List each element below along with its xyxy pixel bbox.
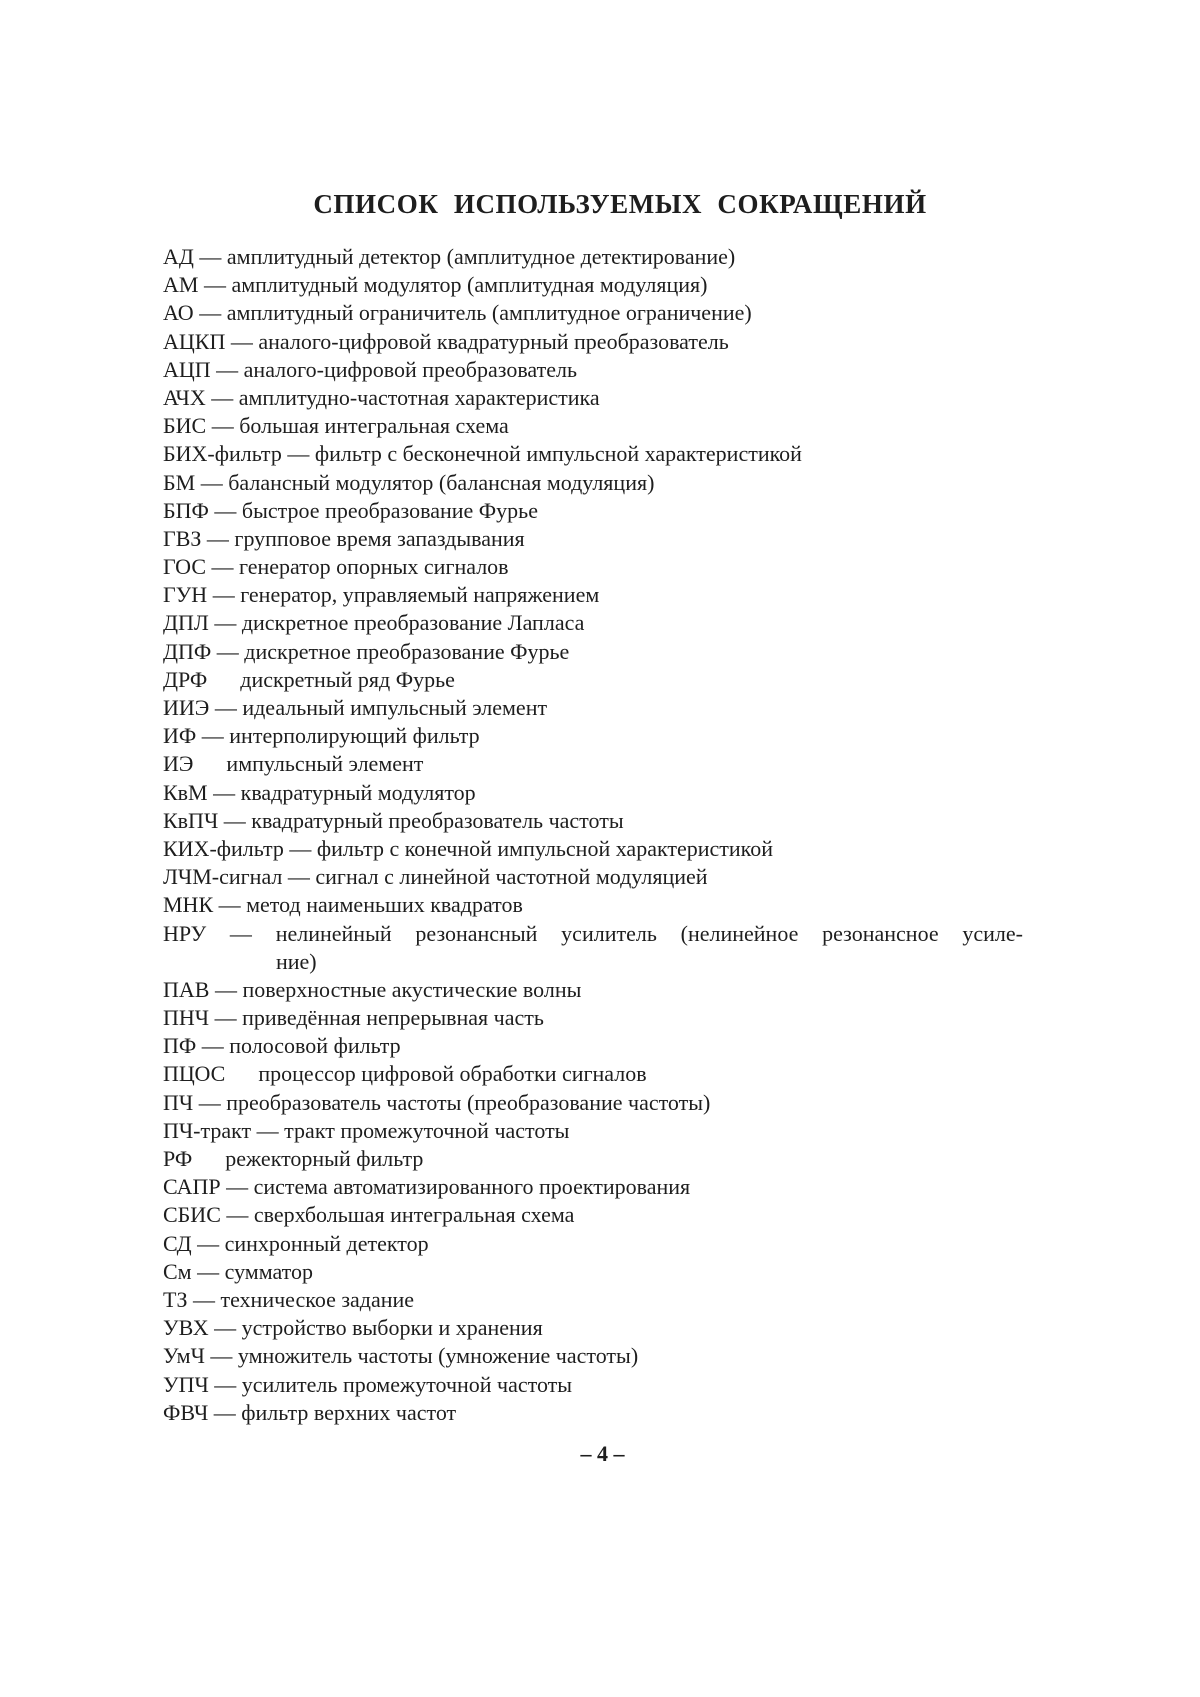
page-number: – 4 – bbox=[580, 1441, 625, 1466]
abbreviation-separator: — bbox=[209, 976, 243, 1002]
list-item bbox=[163, 609, 1023, 637]
abbreviation-separator: — bbox=[281, 441, 315, 467]
abbreviation-separator: — bbox=[210, 356, 244, 382]
abbreviation-separator: — bbox=[225, 328, 259, 354]
abbreviation-definition: аналого-цифровой квадратурный преобразователь bbox=[258, 328, 729, 354]
abbreviation-separator: — bbox=[208, 497, 242, 523]
abbreviation-definition: фильтр верхних частот bbox=[241, 1399, 457, 1425]
list-item bbox=[163, 581, 1023, 609]
abbreviation-separator bbox=[192, 1146, 225, 1171]
abbreviation-separator: — bbox=[211, 638, 245, 664]
abbreviation-definition: метод наименьших квадратов bbox=[246, 892, 523, 918]
abbreviation-separator bbox=[193, 751, 226, 776]
abbreviation-definition: амплитудный модулятор (амплитудная модуляция) bbox=[231, 272, 708, 298]
abbreviation-term: АД bbox=[163, 244, 194, 269]
abbreviation-term: УмЧ bbox=[163, 1343, 205, 1369]
abbreviation-separator: — bbox=[218, 807, 252, 833]
abbreviation-separator: — bbox=[208, 1399, 242, 1425]
abbreviation-definition: амплитудно-частотная характеристика bbox=[238, 384, 600, 410]
abbreviation-term: БИХ-фильтр bbox=[163, 441, 282, 467]
abbreviation-separator: — bbox=[207, 582, 241, 608]
list-item bbox=[163, 1060, 1023, 1088]
list-item bbox=[163, 1032, 1023, 1060]
abbreviation-definition: фильтр с конечной импульсной характеристикой bbox=[316, 835, 774, 861]
abbreviation-definition: система автоматизированного проектирования bbox=[253, 1174, 691, 1200]
list-item bbox=[163, 1201, 1023, 1229]
abbreviation-separator bbox=[207, 667, 240, 692]
list-item bbox=[163, 243, 1023, 271]
abbreviation-term: ГУН bbox=[163, 582, 208, 608]
abbreviation-definition: сумматор bbox=[224, 1258, 314, 1284]
abbreviation-term: СБИС bbox=[163, 1202, 221, 1228]
abbreviation-definition: квадратурный преобразователь частоты bbox=[251, 807, 624, 833]
abbreviation-definition: техническое задание bbox=[220, 1286, 415, 1312]
abbreviation-separator: — bbox=[206, 920, 276, 946]
list-item bbox=[163, 412, 1023, 440]
abbreviation-term: ПЦОС bbox=[163, 1061, 226, 1087]
abbreviation-definition: генератор опорных сигналов bbox=[239, 554, 509, 580]
abbreviation-separator: — bbox=[208, 1315, 242, 1341]
abbreviation-definition: полосовой фильтр bbox=[229, 1033, 401, 1059]
list-item bbox=[163, 694, 1023, 722]
abbreviation-term: АЦКП bbox=[163, 328, 226, 354]
abbreviation-definition: поверхностные акустические волны bbox=[242, 976, 582, 1002]
list-item bbox=[163, 976, 1023, 1004]
abbreviation-separator: — bbox=[204, 1343, 238, 1369]
abbreviation-term: ИФ bbox=[163, 723, 197, 749]
list-item bbox=[163, 1286, 1023, 1314]
abbreviation-term: МНК bbox=[163, 892, 214, 918]
abbreviation-term: КвМ bbox=[163, 779, 208, 805]
abbreviation-separator: — bbox=[206, 554, 240, 580]
list-item bbox=[163, 1258, 1023, 1286]
abbreviation-definition: дискретное преобразование Лапласа bbox=[241, 610, 585, 636]
list-item bbox=[163, 1314, 1023, 1342]
abbreviation-separator: — bbox=[191, 1230, 225, 1256]
abbreviation-definition: квадратурный модулятор bbox=[240, 779, 476, 805]
abbreviation-definition: быстрое преобразование Фурье bbox=[241, 497, 538, 523]
abbreviation-definition: усилитель промежуточной частоты bbox=[241, 1371, 573, 1397]
abbreviation-separator: — bbox=[198, 272, 232, 298]
list-item bbox=[163, 553, 1023, 581]
abbreviation-term: См bbox=[163, 1258, 192, 1284]
abbreviation-term: КвПЧ bbox=[163, 807, 219, 833]
abbreviation-term: ПФ bbox=[163, 1033, 197, 1059]
abbreviation-definition: сверхбольшая интегральная схема bbox=[253, 1202, 575, 1228]
abbreviation-separator: — bbox=[206, 413, 240, 439]
abbreviation-term: ГОС bbox=[163, 554, 207, 580]
abbreviation-separator: — bbox=[196, 723, 230, 749]
abbreviation-definition: импульсный элемент bbox=[226, 751, 424, 777]
abbreviation-term: ПЧ bbox=[163, 1089, 194, 1115]
abbreviation-definition: интерполирующий фильтр bbox=[229, 723, 480, 749]
list-item bbox=[163, 1371, 1023, 1399]
list-item bbox=[163, 1004, 1023, 1032]
abbreviation-term: ИИЭ bbox=[163, 695, 210, 720]
list-item bbox=[163, 1089, 1023, 1117]
abbreviation-term: БМ bbox=[163, 469, 196, 495]
abbreviation-definition: балансный модулятор (балансная модуляция) bbox=[228, 469, 655, 495]
abbreviation-separator: — bbox=[220, 1202, 254, 1228]
abbreviation-definition: тракт промежуточной частоты bbox=[284, 1117, 570, 1143]
list-item bbox=[163, 779, 1023, 807]
list-item bbox=[163, 863, 1023, 891]
abbreviation-term: СД bbox=[163, 1230, 192, 1256]
list-item bbox=[163, 469, 1023, 497]
abbreviation-term: БПФ bbox=[163, 497, 209, 523]
abbreviation-definition: нелинейный резонансный усилитель (нелинейное резонансное усиле- bbox=[275, 920, 1023, 946]
abbreviation-term: ФВЧ bbox=[163, 1399, 209, 1425]
abbreviation-separator: — bbox=[205, 384, 239, 410]
abbreviation-definition: дискретное преобразование Фурье bbox=[244, 638, 570, 664]
abbreviation-definition: умножитель частоты (умножение частоты) bbox=[237, 1343, 639, 1369]
list-item bbox=[163, 891, 1023, 919]
abbreviation-term: РФ bbox=[163, 1146, 193, 1172]
abbreviation-term: ИЭ bbox=[163, 751, 194, 777]
list-item bbox=[163, 328, 1023, 356]
abbreviation-separator: — bbox=[191, 1258, 225, 1284]
list-item bbox=[163, 1399, 1023, 1427]
list-item bbox=[163, 384, 1023, 412]
list-item bbox=[163, 1173, 1023, 1201]
list-item bbox=[163, 1117, 1023, 1145]
abbreviation-definition: дискретный ряд Фурье bbox=[240, 666, 455, 692]
abbreviation-definition: процессор цифровой обработки сигналов bbox=[258, 1061, 647, 1087]
list-item bbox=[163, 666, 1023, 694]
abbreviation-definition: приведённая непрерывная часть bbox=[242, 1005, 544, 1031]
abbreviation-separator: — bbox=[193, 244, 227, 269]
abbreviation-term: ДПФ bbox=[163, 638, 212, 664]
abbreviation-separator: — bbox=[208, 610, 242, 636]
abbreviation-separator: — bbox=[283, 835, 317, 861]
abbreviation-separator: — bbox=[282, 864, 316, 890]
list-item bbox=[163, 1145, 1023, 1173]
abbreviation-term: ПЧ-тракт bbox=[163, 1117, 252, 1143]
abbreviation-definition: амплитудный детектор (амплитудное детектирование) bbox=[226, 244, 736, 269]
abbreviation-term: ЛЧМ-сигнал bbox=[163, 864, 283, 890]
abbreviation-definition-continuation: ние) bbox=[276, 948, 317, 974]
list-item bbox=[163, 497, 1023, 525]
abbreviation-definition: большая интегральная схема bbox=[239, 413, 509, 439]
abbreviation-term: ГВЗ bbox=[163, 525, 202, 551]
abbreviation-term: САПР bbox=[163, 1174, 221, 1200]
abbreviation-definition: синхронный детектор bbox=[224, 1230, 429, 1256]
abbreviation-separator: — bbox=[208, 1371, 242, 1397]
abbreviation-definition: аналого-цифровой преобразователь bbox=[243, 356, 578, 382]
list-item bbox=[163, 1342, 1023, 1370]
list-item bbox=[163, 1230, 1023, 1258]
abbreviation-term: УПЧ bbox=[163, 1371, 209, 1397]
abbreviation-term: ПНЧ bbox=[163, 1005, 210, 1031]
abbreviation-definition: сигнал с линейной частотной модуляцией bbox=[315, 864, 708, 890]
abbreviation-term: ДПЛ bbox=[163, 610, 209, 636]
abbreviation-term: УВХ bbox=[163, 1315, 209, 1341]
list-item bbox=[163, 638, 1023, 666]
abbreviation-definition: генератор, управляемый напряжением bbox=[240, 582, 600, 608]
abbreviation-definition: идеальный импульсный элемент bbox=[242, 695, 548, 720]
abbreviation-term: АО bbox=[163, 300, 194, 326]
abbreviation-term: АЧХ bbox=[163, 384, 206, 410]
list-item bbox=[163, 525, 1023, 553]
abbreviation-separator: — bbox=[195, 469, 229, 495]
list-item bbox=[163, 440, 1023, 468]
abbreviation-definition: амплитудный ограничитель (амплитудное ограничение) bbox=[226, 300, 752, 326]
abbreviation-separator: — bbox=[193, 300, 227, 326]
list-item bbox=[163, 356, 1023, 384]
abbreviation-separator bbox=[225, 1061, 258, 1086]
list-item bbox=[163, 722, 1023, 750]
abbreviation-definition: групповое время запаздывания bbox=[234, 525, 525, 551]
abbreviation-term: АМ bbox=[163, 272, 199, 298]
abbreviation-term: АЦП bbox=[163, 356, 211, 382]
abbreviation-separator: — bbox=[209, 1005, 243, 1031]
abbreviation-definition: фильтр с бесконечной импульсной характеристикой bbox=[314, 441, 802, 467]
abbreviation-term: ПАВ bbox=[163, 976, 210, 1002]
abbreviation-separator: — bbox=[201, 525, 235, 551]
abbreviation-term: ТЗ bbox=[163, 1286, 188, 1312]
abbreviation-separator: — bbox=[220, 1174, 254, 1200]
abbreviation-separator: — bbox=[213, 892, 247, 918]
list-item bbox=[163, 920, 1023, 976]
list-item bbox=[163, 807, 1023, 835]
page-title: СПИСОК ИСПОЛЬЗУЕМЫХ СОКРАЩЕНИЙ bbox=[313, 189, 927, 219]
abbreviation-term: ДРФ bbox=[163, 666, 208, 692]
abbreviation-separator: — bbox=[187, 1286, 221, 1312]
abbreviation-separator: — bbox=[209, 695, 243, 720]
abbreviation-term: КИХ-фильтр bbox=[163, 835, 284, 861]
list-item bbox=[163, 271, 1023, 299]
abbreviation-list bbox=[163, 243, 1023, 1427]
list-item bbox=[163, 299, 1023, 327]
abbreviation-term: БИС bbox=[163, 413, 207, 439]
abbreviation-separator: — bbox=[207, 779, 241, 805]
abbreviation-separator: — bbox=[193, 1089, 227, 1115]
abbreviation-separator: — bbox=[251, 1117, 285, 1143]
abbreviation-separator: — bbox=[196, 1033, 230, 1059]
abbreviation-definition: преобразователь частоты (преобразование частоты) bbox=[226, 1089, 711, 1115]
abbreviation-term: НРУ bbox=[163, 920, 207, 946]
abbreviation-definition: устройство выборки и хранения bbox=[241, 1315, 543, 1341]
list-item bbox=[163, 750, 1023, 778]
abbreviation-definition: режекторный фильтр bbox=[225, 1146, 424, 1172]
list-item bbox=[163, 835, 1023, 863]
